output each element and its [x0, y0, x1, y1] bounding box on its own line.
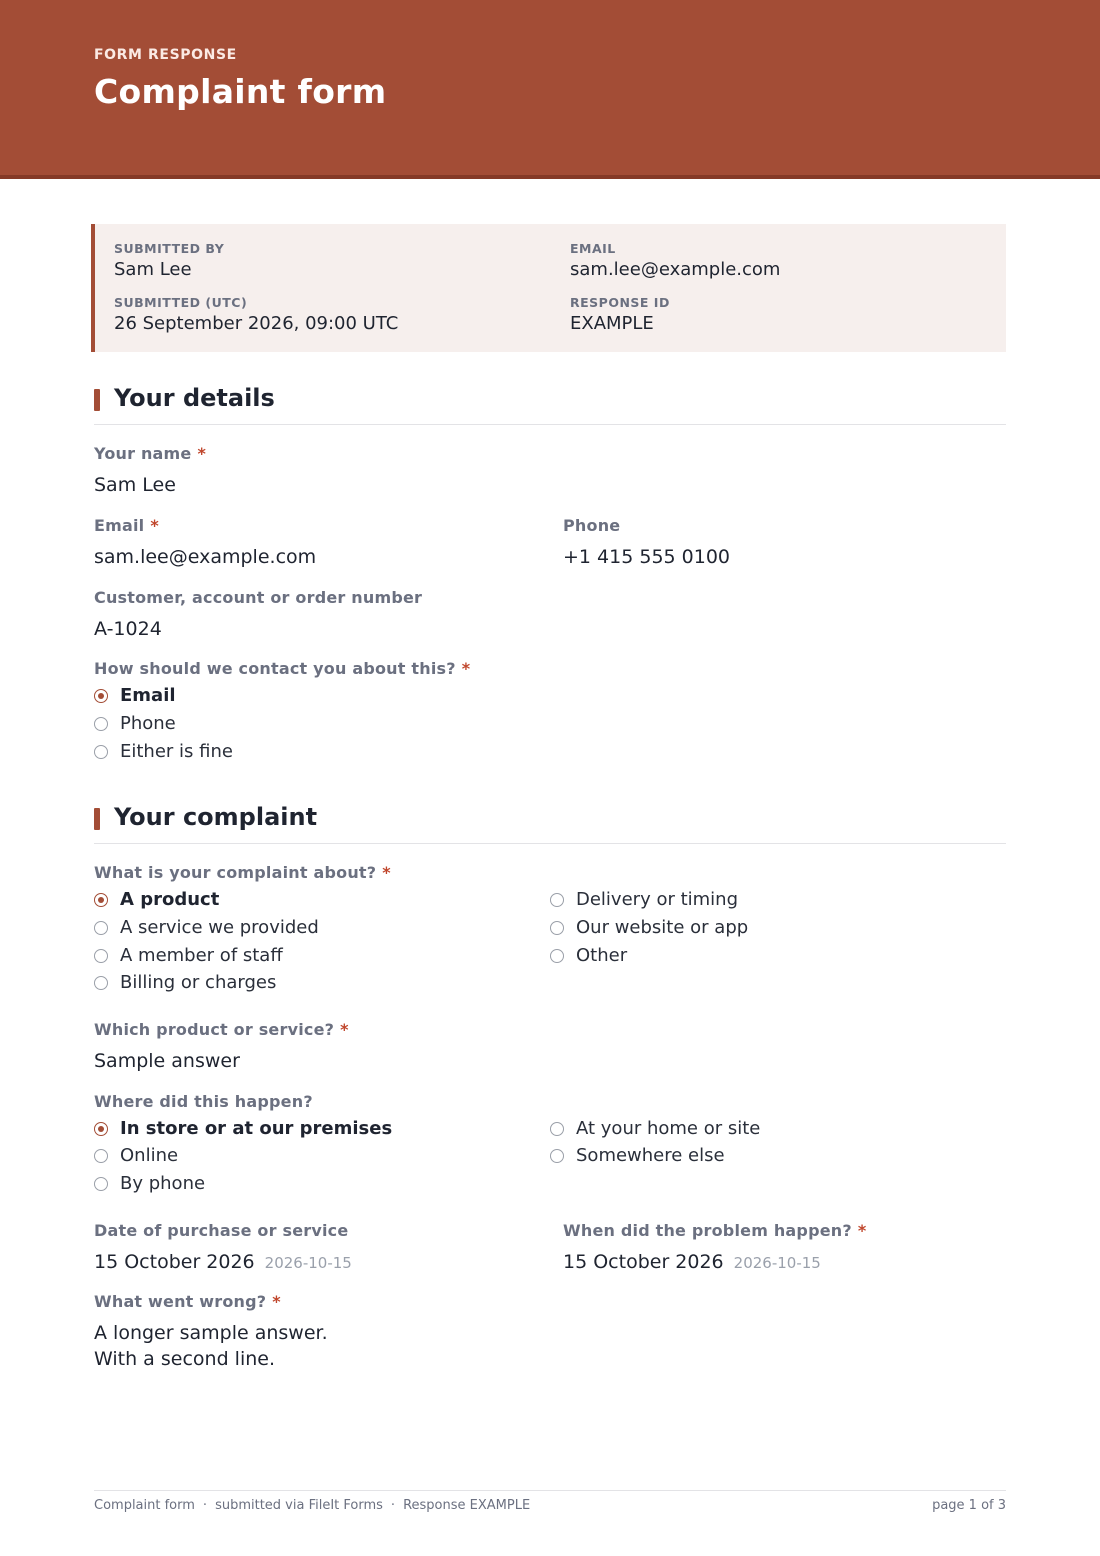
field-label: [94, 1020, 349, 1039]
field-label: Where did this happen?: [94, 1092, 313, 1111]
option-label: At your home or site: [576, 1118, 761, 1139]
form-header: [0, 0, 1100, 179]
radio-empty-icon: [550, 1122, 564, 1136]
field-label-text: When did the problem happen?: [563, 1221, 852, 1240]
field-label-text: What is your complaint about?: [94, 863, 377, 882]
option-label: In store or at our premises: [120, 1118, 393, 1139]
field-label-text: What went wrong?: [94, 1292, 267, 1311]
section-title: Your complaint: [114, 803, 318, 831]
section-heading-your-complaint: [94, 803, 1006, 844]
required-marker: *: [382, 863, 391, 882]
field-label: [94, 659, 470, 678]
field-label: [94, 1292, 328, 1311]
meta-label: SUBMITTED (UTC): [114, 295, 248, 310]
iso-date: 2026-10-15: [733, 1254, 821, 1272]
radio-empty-icon: [94, 1177, 108, 1191]
meta-label: EMAIL: [570, 241, 616, 256]
answer-line: A longer sample answer.: [94, 1322, 328, 1344]
meta-value: Sam Lee: [114, 259, 192, 280]
section-accent-bar: [94, 389, 100, 411]
footer-info: [94, 1498, 530, 1513]
field-your-name: [94, 444, 206, 498]
field-phone: [563, 516, 730, 570]
field-where: [94, 1092, 313, 1111]
field-label: Date of purchase or service: [94, 1221, 349, 1240]
field-value: Sample answer: [94, 1050, 240, 1072]
field-value: Sam Lee: [94, 474, 176, 496]
field-email: [94, 516, 316, 570]
option-label: A service we provided: [120, 917, 319, 938]
field-product-service: [94, 1020, 349, 1074]
field-problem-date: [563, 1221, 866, 1276]
field-label-text: How should we contact you about this?: [94, 659, 456, 678]
section-title: Your details: [114, 384, 275, 412]
iso-date: 2026-10-15: [264, 1254, 352, 1272]
form-kicker: FORM RESPONSE: [94, 47, 237, 63]
radio-empty-icon: [550, 921, 564, 935]
field-value: [94, 1320, 328, 1372]
field-complaint-about: [94, 863, 391, 882]
field-label: [563, 1221, 866, 1240]
option-label: Either is fine: [120, 741, 233, 762]
radio-selected-icon: [94, 893, 108, 907]
field-label: [94, 444, 206, 463]
radio-empty-icon: [550, 893, 564, 907]
page-number: page 1 of 3: [932, 1498, 1006, 1513]
option-label: Billing or charges: [120, 972, 277, 993]
field-account-number: [94, 588, 422, 642]
radio-empty-icon: [94, 949, 108, 963]
radio-empty-icon: [94, 1149, 108, 1163]
option-label: Our website or app: [576, 917, 749, 938]
footer-separator: ·: [390, 1498, 396, 1513]
option-label: A member of staff: [120, 945, 283, 966]
radio-selected-icon: [94, 1122, 108, 1136]
option-label: By phone: [120, 1173, 206, 1194]
answer-line: With a second line.: [94, 1348, 275, 1370]
form-title: Complaint form: [94, 72, 387, 111]
field-value: [94, 1249, 352, 1276]
option-label: Email: [120, 685, 176, 706]
meta-label: SUBMITTED BY: [114, 241, 225, 256]
footer-separator: ·: [202, 1498, 208, 1513]
meta-response-id: [570, 295, 670, 334]
meta-submitted-time: [114, 295, 398, 334]
meta-value: 26 September 2026, 09:00 UTC: [114, 313, 399, 334]
option-label: Somewhere else: [576, 1145, 725, 1166]
option-label: Online: [120, 1145, 179, 1166]
option-label: A product: [120, 889, 220, 910]
date-text: 15 October 2026: [94, 1251, 255, 1273]
field-label: [94, 516, 316, 535]
footer-divider: [94, 1490, 1006, 1491]
field-contact-preference: [94, 659, 470, 678]
radio-empty-icon: [94, 717, 108, 731]
field-label-text: Which product or service?: [94, 1020, 335, 1039]
radio-selected-icon: [94, 689, 108, 703]
field-label-text: Email: [94, 516, 145, 535]
field-value: [563, 1249, 866, 1276]
field-value: sam.lee@example.com: [94, 546, 317, 568]
field-label: Phone: [563, 516, 621, 535]
date-text: 15 October 2026: [563, 1251, 724, 1273]
footer-via: submitted via FileIt Forms: [215, 1498, 383, 1513]
submission-meta-panel: [91, 224, 1006, 352]
footer-response: Response EXAMPLE: [403, 1498, 531, 1513]
required-marker: *: [340, 1020, 349, 1039]
option-label: Phone: [120, 713, 176, 734]
meta-submitted-by: [114, 241, 224, 280]
required-marker: *: [857, 1221, 867, 1240]
radio-empty-icon: [94, 745, 108, 759]
required-marker: *: [272, 1292, 281, 1311]
footer-form-name: Complaint form: [94, 1498, 195, 1513]
field-label: [94, 863, 391, 882]
radio-empty-icon: [550, 1149, 564, 1163]
section-accent-bar: [94, 808, 100, 830]
section-heading-your-details: [94, 384, 1006, 425]
meta-value: sam.lee@example.com: [570, 259, 781, 280]
meta-email: [570, 241, 780, 280]
field-what-went-wrong: [94, 1292, 328, 1372]
meta-label: RESPONSE ID: [570, 295, 670, 310]
field-label-text: Your name: [94, 444, 192, 463]
required-marker: *: [197, 444, 207, 463]
field-value: A-1024: [94, 618, 162, 640]
radio-empty-icon: [94, 921, 108, 935]
option-label: Delivery or timing: [576, 889, 738, 910]
radio-empty-icon: [550, 949, 564, 963]
required-marker: *: [150, 516, 159, 535]
required-marker: *: [461, 659, 471, 678]
radio-empty-icon: [94, 976, 108, 990]
meta-value: EXAMPLE: [570, 313, 654, 334]
option-label: Other: [576, 945, 628, 966]
field-value: +1 415 555 0100: [563, 546, 731, 568]
field-purchase-date: [94, 1221, 352, 1276]
field-label: Customer, account or order number: [94, 588, 423, 607]
